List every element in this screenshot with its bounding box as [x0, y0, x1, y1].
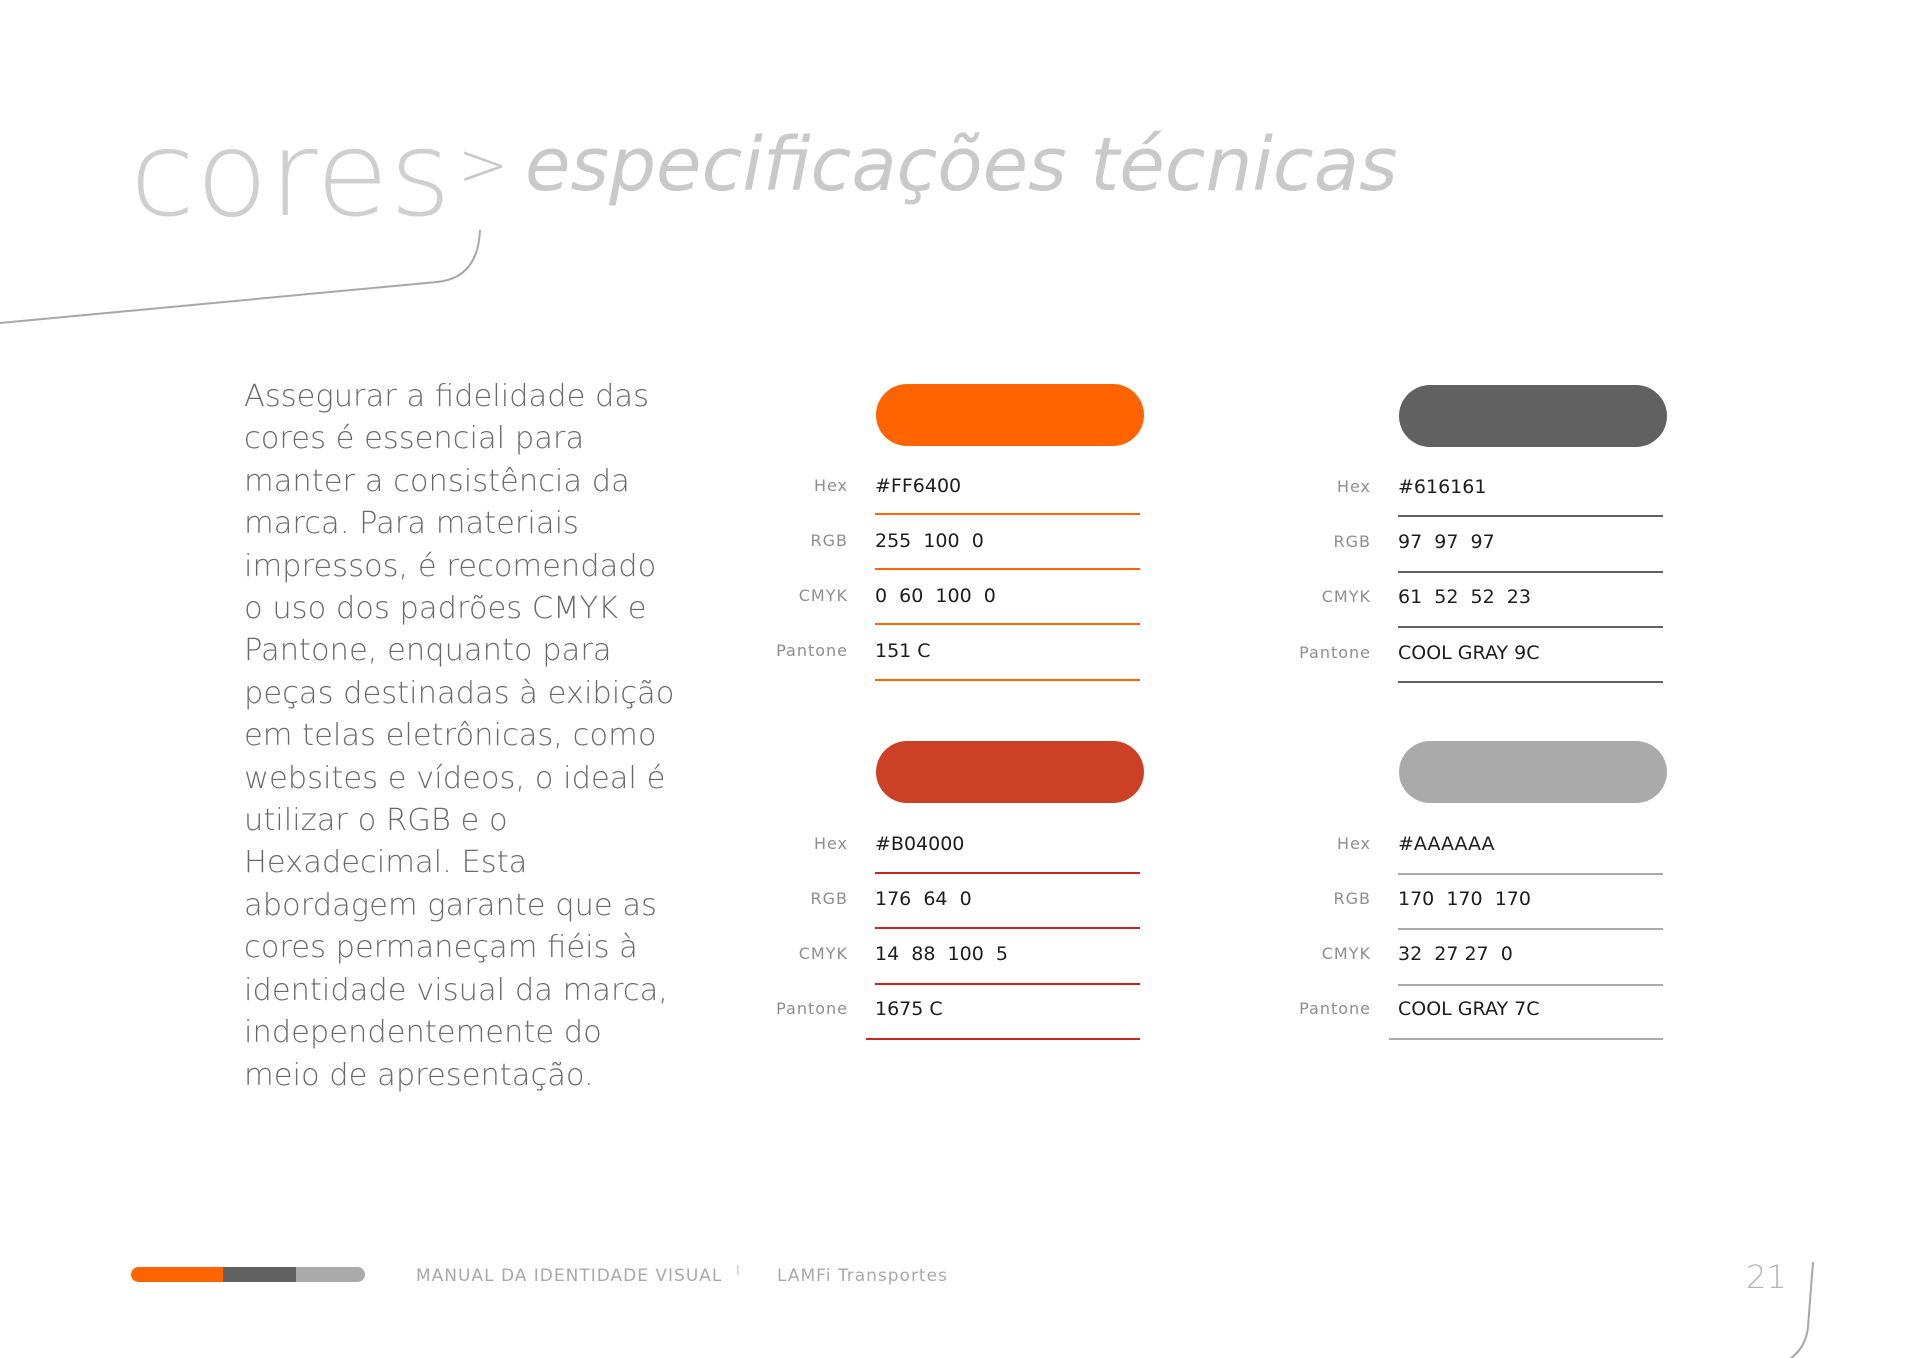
color-swatch [876, 741, 1144, 803]
color-swatch [1399, 385, 1667, 447]
cmyk-value: 0 60 100 0 [875, 585, 996, 607]
rgb-label: RGB [1333, 889, 1371, 908]
spec-divider [1398, 681, 1663, 683]
spec-divider [875, 623, 1140, 625]
cmyk-value: 32 27 27 0 [1398, 943, 1513, 965]
cmyk-label: CMYK [798, 944, 848, 963]
color-swatch [1399, 741, 1667, 803]
pantone-label: Pantone [1299, 643, 1371, 662]
footer-divider: I [736, 1264, 741, 1279]
pantone-value: 1675 C [875, 998, 943, 1020]
hex-label: Hex [1336, 834, 1371, 853]
page-title: cores [130, 105, 453, 243]
spec-divider [1398, 984, 1663, 986]
spec-divider [1398, 571, 1663, 573]
rgb-label: RGB [810, 531, 848, 550]
footer-manual-title: MANUAL DA IDENTIDADE VISUAL [416, 1266, 723, 1286]
hex-value: #FF6400 [875, 475, 962, 497]
cmyk-value: 61 52 52 23 [1398, 586, 1531, 608]
hex-label: Hex [813, 834, 848, 853]
spec-divider [875, 568, 1140, 570]
cmyk-value: 14 88 100 5 [875, 943, 1008, 965]
body-paragraph: Assegurar a fidelidade das cores é essencial para manter a consistência da marca. Para materiais impressos, é recomendado o uso dos padrões CMYK e Pantone, enquanto para peças destinadas à exibição em telas eletrônicas, como websites e vídeos, o ideal é utilizar o RGB e o Hexadecimal. Esta abordagem garante que as cores permaneçam fiéis à identidade visual da marca, independentemente do meio de apresentação. [244, 379, 675, 1093]
spec-divider [875, 983, 1140, 985]
pantone-label: Pantone [776, 999, 848, 1018]
hex-value: #AAAAAA [1398, 833, 1495, 855]
hex-label: Hex [1336, 477, 1371, 496]
footer-company: LAMFi Transportes [777, 1266, 948, 1286]
spec-divider [1389, 1038, 1663, 1040]
rgb-value: 170 170 170 [1398, 888, 1531, 910]
pantone-value: COOL GRAY 7C [1398, 998, 1540, 1020]
pantone-label: Pantone [776, 641, 848, 660]
page-number: 21 [1746, 1258, 1787, 1296]
spec-divider [1398, 873, 1663, 875]
footer-bar-light-gray [296, 1267, 365, 1282]
footer-color-bar [131, 1267, 365, 1282]
pantone-value: 151 C [875, 640, 931, 662]
hex-label: Hex [813, 476, 848, 495]
hex-value: #616161 [1398, 476, 1487, 498]
spec-divider [875, 513, 1140, 515]
spec-divider [875, 679, 1140, 681]
pantone-value: COOL GRAY 9C [1398, 642, 1540, 664]
cmyk-label: CMYK [1321, 587, 1371, 606]
rgb-value: 176 64 0 [875, 888, 972, 910]
rgb-label: RGB [810, 889, 848, 908]
title-separator: > [458, 130, 509, 200]
spec-divider [1398, 626, 1663, 628]
hex-value: #B04000 [875, 833, 965, 855]
spec-divider [1398, 515, 1663, 517]
color-swatch [876, 384, 1144, 446]
rgb-value: 97 97 97 [1398, 531, 1495, 553]
rgb-label: RGB [1333, 532, 1371, 551]
cmyk-label: CMYK [1321, 944, 1371, 963]
spec-divider [1398, 928, 1663, 930]
footer-bar-dark-gray [223, 1267, 296, 1282]
spec-divider [875, 927, 1140, 929]
rgb-value: 255 100 0 [875, 530, 984, 552]
spec-divider [875, 872, 1140, 874]
cmyk-label: CMYK [798, 586, 848, 605]
spec-divider [866, 1038, 1140, 1040]
pantone-label: Pantone [1299, 999, 1371, 1018]
page-subtitle: especificações técnicas [525, 122, 1398, 208]
footer-bar-orange [131, 1267, 223, 1282]
